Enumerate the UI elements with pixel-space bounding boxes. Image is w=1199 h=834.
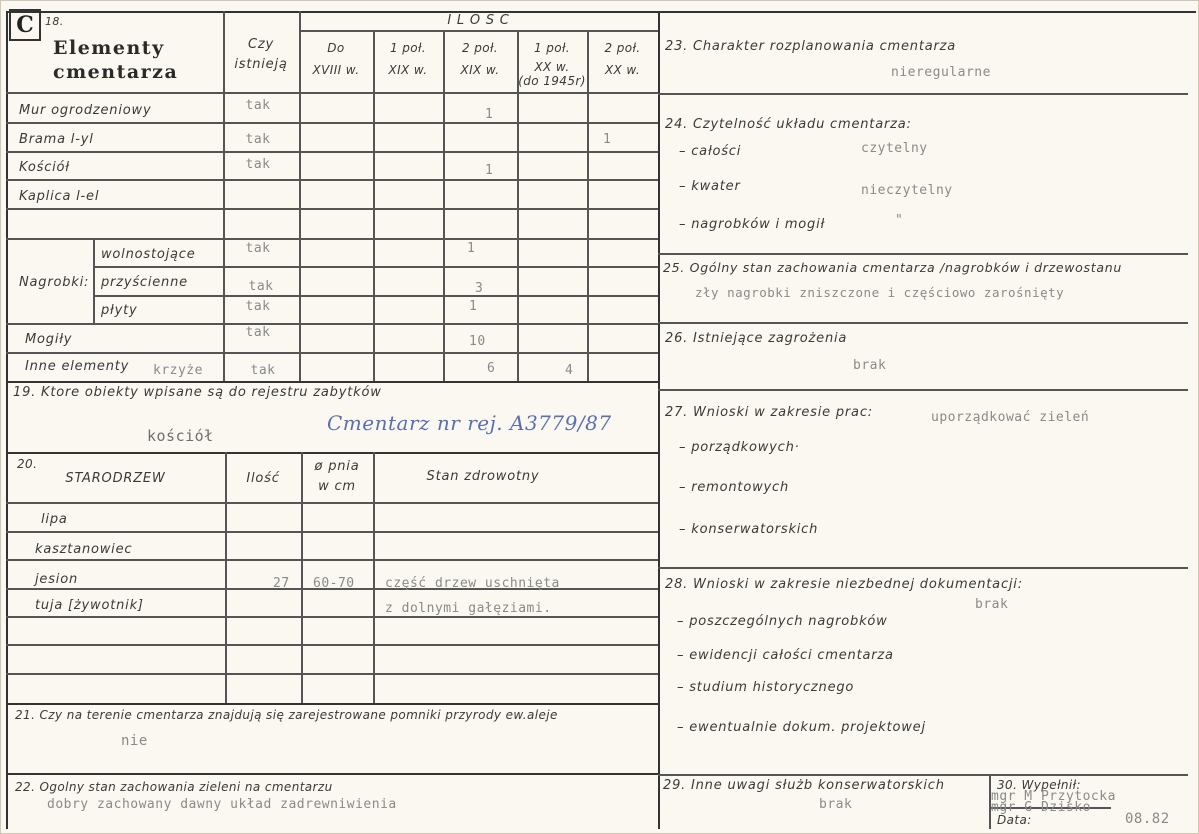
exists-przyscienne: tak — [248, 279, 274, 294]
sec30-name2: mgr G Dzisko — [991, 800, 1091, 815]
sec30-name1: mgr M Przytocka — [991, 789, 1116, 804]
sec24-item-calosci: – całości — [679, 144, 741, 159]
row-line — [6, 559, 658, 561]
row-line — [6, 673, 658, 675]
sec20-number: 20. — [17, 457, 38, 471]
sec23-label: 23. Charakter rozplanowania cmentarza — [665, 39, 957, 54]
sec24-value-nagrobkow: " — [895, 213, 904, 228]
row-label-wolnostojace: wolnostojące — [101, 247, 196, 262]
value-mur-2pol19: 1 — [485, 107, 494, 122]
sec24-bottom — [658, 253, 1188, 255]
value-przyscienne-2pol19: 3 — [475, 281, 484, 296]
sec25-bottom — [658, 322, 1188, 324]
row-line — [6, 122, 658, 124]
sec21-label: 21. Czy na terenie cmentarza znajdują się zarejestrowane pomniki przyrody ew.aleje — [15, 708, 558, 722]
col-exists-line1: Czy — [248, 37, 274, 52]
sec24-item-kwater: – kwater — [679, 179, 741, 194]
sec22-label: 22. Ogolny stan zachowania zieleni na cmentarzu — [15, 780, 333, 794]
row-label-plyty: płyty — [101, 303, 138, 318]
ilosc-header: I L O S C — [447, 13, 510, 28]
value-plyty-2pol19: 1 — [469, 299, 478, 314]
row-line — [6, 208, 658, 210]
exists-plyty: tak — [245, 299, 271, 314]
sec20-header-bottom — [6, 502, 658, 504]
sec28-item-nagrobkow: – poszczególnych nagrobków — [677, 614, 888, 629]
col-header-4-line1: 1 poł. — [533, 41, 571, 55]
exists-wolnostojace: tak — [245, 241, 271, 256]
col-header-3-line1: 2 poł. — [461, 41, 499, 55]
sec24-item-nagrobkow: – nagrobków i mogił — [679, 217, 825, 232]
section-badge: C — [9, 9, 41, 41]
sec23-bottom — [658, 93, 1188, 95]
row-label-mur: Mur ogrodzeniowy — [19, 103, 152, 118]
frame-left — [6, 11, 8, 829]
sec25-value: zły nagrobki zniszczone i częściowo zarośnięty — [695, 285, 1065, 300]
tree-stan-line1: część drzew uschnięta — [385, 576, 560, 591]
sec21-value: nie — [121, 733, 148, 749]
sec18-header-bottom — [6, 92, 658, 94]
col-line-6 — [587, 30, 589, 381]
sec25-label: 25. Ogólny stan zachowania cmentarza /nagrobków i drzewostanu — [663, 260, 1122, 275]
tree-stan-line2: z dolnymi gałęziami. — [385, 601, 552, 616]
col-line-3 — [373, 30, 375, 381]
sec28-label: 28. Wnioski w zakresie niezbednej dokumentacji: — [665, 577, 1023, 592]
sec26-bottom — [658, 389, 1188, 391]
value-brama-2pol20: 1 — [603, 132, 612, 147]
col-header-5-line1: 2 poł. — [604, 41, 641, 55]
sec28-item-projektowej: – ewentualnie dokum. projektowej — [677, 720, 926, 735]
sec27-value: uporządkować zieleń — [931, 410, 1090, 425]
nagrobki-label: Nagrobki: — [19, 275, 90, 290]
exists-mogily: tak — [245, 325, 271, 340]
row-line — [6, 616, 658, 618]
exists-inne: tak — [250, 363, 276, 378]
value-mogily-2pol19: 10 — [469, 334, 486, 349]
row-line — [6, 151, 658, 153]
nagrobki-divider — [93, 238, 95, 323]
sec26-value: brak — [853, 358, 887, 373]
sec28-item-studium: – studium historycznego — [677, 680, 854, 695]
row-line — [6, 352, 658, 354]
tree-jesion: jesion — [35, 572, 78, 587]
col-header-2-line1: 1 poł. — [389, 41, 427, 55]
sec27-label: 27. Wnioski w zakresie prac: — [665, 405, 873, 420]
col-header-4-line2: XX w. — [534, 60, 570, 74]
row-line — [6, 323, 658, 325]
sec19-label: 19. Ktore obiekty wpisane są do rejestru zabytków — [13, 385, 382, 400]
col-header-3-line2: XIX w. — [460, 63, 500, 77]
ilosc-underline — [299, 30, 658, 32]
row-line — [6, 531, 658, 533]
exists-brama: tak — [245, 132, 271, 147]
row-line — [6, 644, 658, 646]
value-wolnostojace-2pol19: 1 — [467, 241, 476, 256]
sec20-col-1 — [225, 452, 227, 703]
row-label-przyscienne: przyścienne — [101, 275, 188, 290]
sec29-label: 29. Inne uwagi służb konserwatorskich — [663, 778, 945, 793]
sec19-bottom — [6, 452, 658, 454]
tree-lipa: lipa — [41, 512, 68, 527]
sec28-value: brak — [975, 597, 1009, 612]
row-line — [93, 266, 658, 268]
col-header-1-line2: XVIII w. — [312, 63, 360, 77]
sec18-title-line1: Elementy — [53, 37, 165, 59]
tree-tuja: tuja [żywotnik] — [35, 598, 144, 613]
exists-mur: tak — [245, 98, 271, 113]
value-inne-2pol19: 6 — [487, 361, 496, 376]
tree-kasztanowiec: kasztanowiec — [35, 542, 133, 557]
sec24-value-kwater: nieczytelny — [861, 183, 953, 198]
sec30-date-value: 08.82 — [1125, 811, 1170, 827]
sec27-bottom — [658, 567, 1188, 569]
sec27-item-remontowych: – remontowych — [679, 480, 789, 495]
sec21-bottom — [6, 773, 658, 775]
center-divider — [658, 11, 660, 829]
exists-kosciol: tak — [245, 157, 271, 172]
tree-pien-value: 60-70 — [313, 576, 355, 591]
col-line-4 — [443, 30, 445, 381]
sec30-date-label: Data: — [997, 813, 1032, 827]
row-line — [6, 238, 658, 240]
sec30-label: 30. Wypełnił: — [997, 778, 1081, 792]
row-label-inne: Inne elementy — [25, 359, 130, 374]
sec18-bottom — [6, 381, 658, 383]
value-inne-1pol20: 4 — [565, 363, 574, 378]
sec27-item-porzadkowych: – porządkowych· — [679, 440, 800, 455]
sec18-title-line2: cmentarza — [53, 61, 179, 83]
col-header-5-line2: XX w. — [604, 63, 641, 77]
header-stan: Stan zdrowotny — [426, 469, 540, 484]
row-label-kosciol: Kościół — [19, 160, 70, 175]
row-label-brama: Brama l-yl — [19, 132, 94, 147]
header-pien-line2: w cm — [318, 479, 356, 494]
sec20-col-3 — [373, 452, 375, 703]
sec27-item-konserwatorskich: – konserwatorskich — [679, 522, 818, 537]
sec19-handwritten: Cmentarz nr rej. A3779/87 — [327, 411, 612, 435]
tree-ilosc-value: 27 — [273, 576, 290, 591]
sec24-label: 24. Czytelność układu cmentarza: — [665, 117, 912, 132]
sec29-value: brak — [819, 797, 853, 812]
row-label-mogily: Mogiły — [25, 332, 73, 347]
col-exists-line2: istnieją — [234, 57, 288, 72]
sec19-typed-value: kościół — [147, 427, 214, 445]
sec28-bottom — [658, 774, 1188, 776]
col-header-2-line2: XIX w. — [388, 63, 428, 77]
header-ilosc: Ilość — [246, 471, 280, 486]
sec18-number: 18. — [45, 15, 64, 28]
col-header-1-line1: Do — [327, 41, 345, 55]
sec20-bottom — [6, 703, 658, 705]
sec28-item-ewidencji: – ewidencji całości cmentarza — [677, 648, 894, 663]
value-kosciol-2pol19: 1 — [485, 163, 494, 178]
inne-typed: krzyże — [153, 363, 203, 378]
sec26-label: 26. Istniejące zagrożenia — [665, 331, 848, 346]
row-line — [6, 179, 658, 181]
row-label-kaplica: Kaplica l-el — [19, 189, 100, 204]
col-header-4-line3: (do 1945r) — [518, 74, 586, 88]
sec23-value: nieregularne — [891, 65, 991, 80]
row-line — [93, 295, 658, 297]
sec24-value-calosci: czytelny — [861, 141, 928, 156]
header-starodrzew: STARODRZEW — [65, 471, 166, 486]
sec22-value: dobry zachowany dawny układ zadrewniwienia — [47, 797, 397, 812]
header-pien-line1: ø pnia — [314, 459, 360, 474]
